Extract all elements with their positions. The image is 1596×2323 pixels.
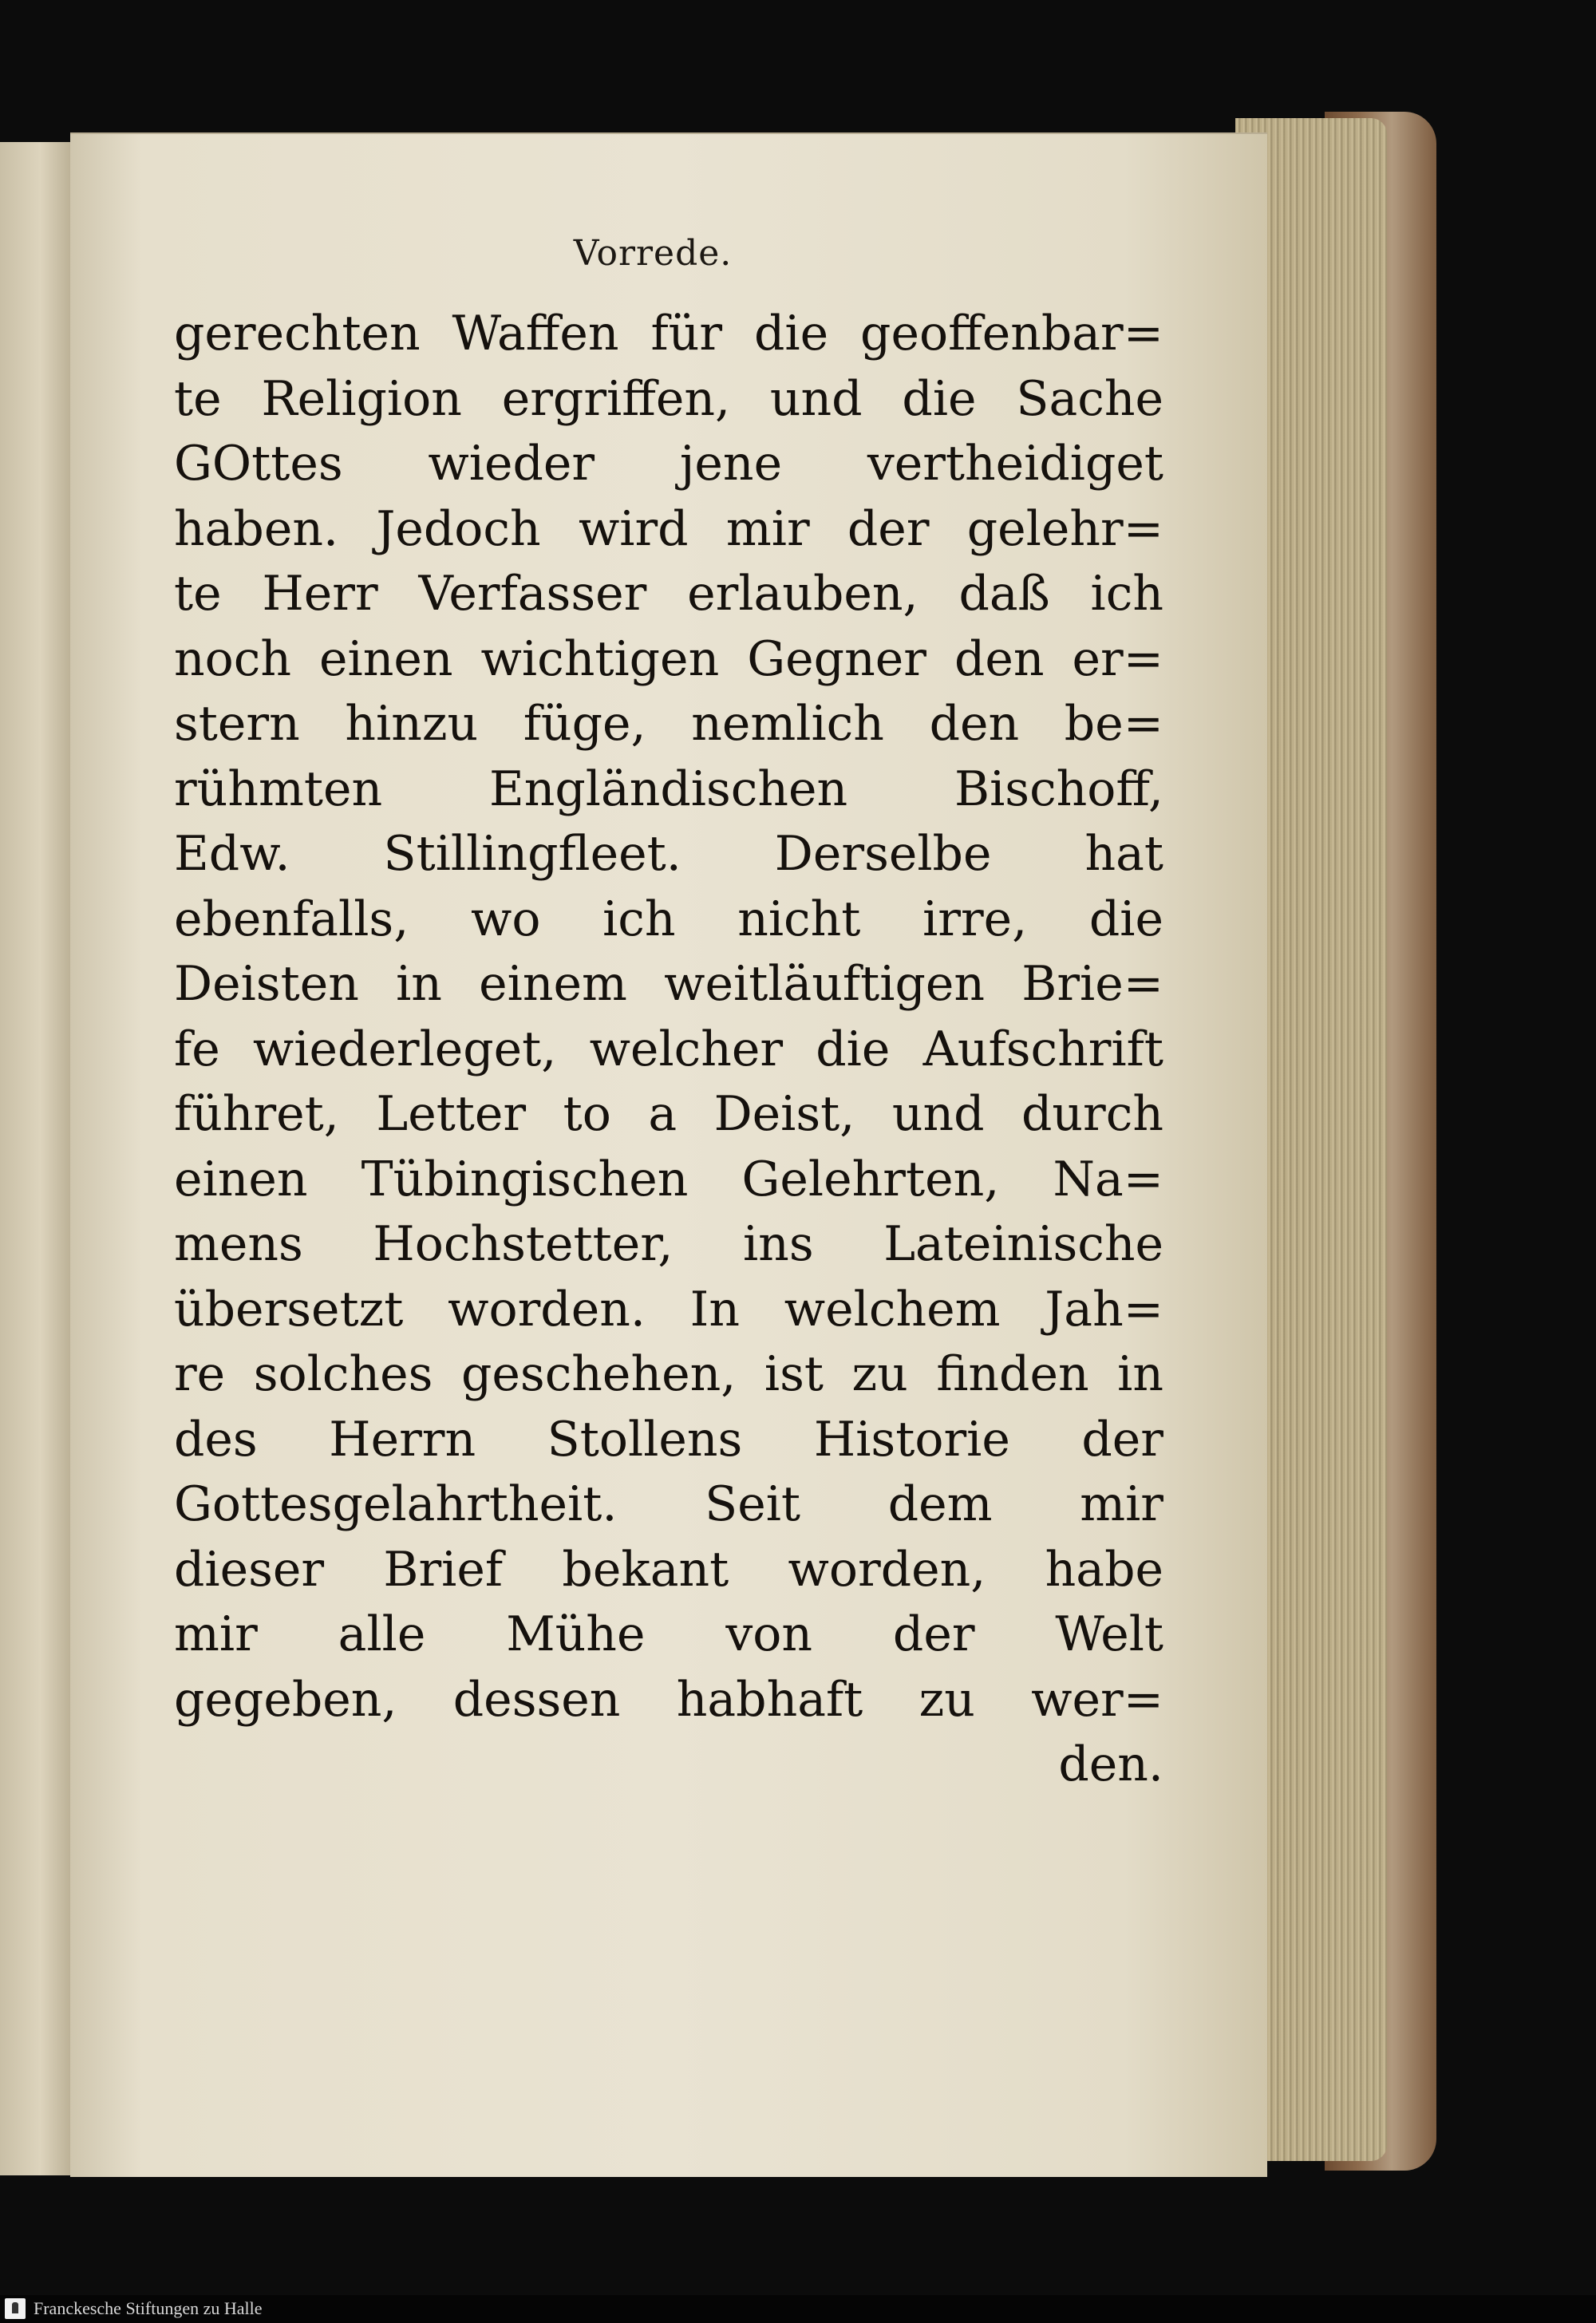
footer-label: Franckesche Stiftungen zu Halle (34, 2298, 263, 2318)
text-line: GOttes wieder jene vertheidiget (174, 436, 1163, 492)
page-content (174, 222, 1163, 1798)
text-line: Edw. Stillingfleet. Derselbe hat (174, 826, 1163, 882)
institution-logo-icon (5, 2298, 26, 2319)
book-page (70, 132, 1267, 2177)
text-line: des Herrn Stollens Historie der (174, 1411, 1163, 1468)
text-line: noch einen wichtigen Gegner den er= (174, 630, 1163, 687)
text-line: mens Hochstetter, ins Lateinische (174, 1216, 1163, 1272)
text-line: te Herr Verfasser erlauben, daß ich (174, 566, 1163, 622)
text-line: einen Tübingischen Gelehrten, Na= (174, 1151, 1163, 1207)
text-line: dieser Brief bekant worden, habe (174, 1541, 1163, 1598)
text-line: gegeben, dessen habhaft zu wer= (174, 1671, 1163, 1728)
text-line: übersetzt worden. In welchem Jah= (174, 1281, 1163, 1337)
previous-page-edge (0, 142, 76, 2175)
catchword-line: den. (1058, 1736, 1163, 1792)
running-header: Vorrede. (573, 233, 733, 274)
text-line: stern hinzu füge, nemlich den be= (174, 696, 1163, 752)
text-line: fe wiederleget, welcher die Aufschrift (174, 1021, 1163, 1077)
text-line: re solches geschehen, ist zu finden in (174, 1346, 1163, 1402)
text-line: Gottesgelahrtheit. Seit dem mir (174, 1476, 1163, 1532)
footer-bar (0, 2295, 1596, 2323)
text-line: führet, Letter to a Deist, und durch (174, 1086, 1163, 1142)
text-line: ebenfalls, wo ich nicht irre, die (174, 891, 1163, 947)
text-line: gerechten Waffen für die geoffenbar= (174, 306, 1163, 361)
text-line: haben. Jedoch wird mir der gelehr= (174, 500, 1163, 557)
text-line: mir alle Mühe von der Welt (174, 1606, 1163, 1662)
text-line: te Religion ergriffen, und die Sache (174, 370, 1163, 427)
text-line: rühmten Engländischen Bischoff, (174, 761, 1163, 817)
text-line: Deisten in einem weitläuftigen Brie= (174, 956, 1163, 1012)
body-text (174, 302, 1163, 1798)
